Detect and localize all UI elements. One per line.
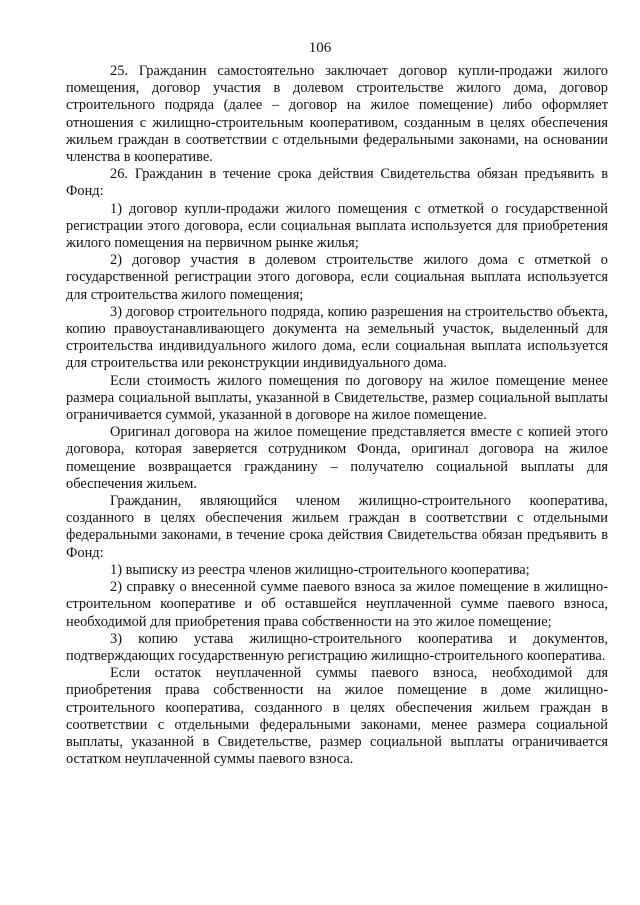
list-item-3-charter-copy: 3) копию устава жилищно-строительного кооператива и документов, подтверждающих государственную регистрацию жилищно-строительного кооператива. [66, 630, 608, 664]
paragraph-original-contract: Оригинал договора на жилое помещение представляется вместе с копией этого договора, которая заверяется сотрудником Фонда, оригинал договора на жилое помещение возвращается гражданину – получателю социальной выплаты для обеспечения жильем. [66, 424, 608, 492]
list-item-1-purchase-contract: 1) договор купли-продажи жилого помещения с отметкой о государственной регистрации этого договора, если социальная выплата используется для приобретения жилого помещения на первичном рынке жилья; [66, 200, 608, 252]
list-item-1-registry-extract: 1) выписку из реестра членов жилищно-строительного кооператива; [110, 561, 530, 578]
paragraph-cost-limit: Если стоимость жилого помещения по договору на жилое помещение менее размера социальной выплаты, указанной в Свидетельстве, размер социальной выплаты ограничивается суммой, указанной в договоре на жилое помещение. [66, 372, 608, 424]
paragraph-cooperative-member: Гражданин, являющийся членом жилищно-строительного кооператива, созданного в целях обеспечения жильем граждан в соответствии с отдельными федеральными законами, в течение срока действия Свидетельства обязан предъявить в Фонд: [66, 493, 608, 561]
document-body [66, 63, 608, 768]
paragraph-26: 26. Гражданин в течение срока действия Свидетельства обязан предъявить в Фонд: [66, 166, 608, 200]
list-item-3-construction-contract: 3) договор строительного подряда, копию разрешения на строительство объекта, копию правоустанавливающего документа на земельный участок, выделенный для строительства индивидуального жилого дома, если социальная выплата используется для строительства или реконструкции индивидуального дома. [66, 303, 608, 372]
paragraph-25: 25. Гражданин самостоятельно заключает договор купли-продажи жилого помещения, договор участия в долевом строительстве жилого дома, договор строительного подряда (далее – договор на жилое помещение) либо оформляет отношения с жилищно-строительным кооперативом, созданным в целях обеспечения жильем граждан в соответствии с отдельными федеральными законами, на основании членства в кооперативе. [66, 63, 608, 166]
list-item-2-payment-certificate: 2) справку о внесенной сумме паевого взноса за жилое помещение в жилищно-строительном кооперативе и об оставшейся неуплаченной сумме паевого взноса, необходимой для приобретения права собственности на это жилое помещение; [66, 579, 608, 630]
list-item-2-shared-construction: 2) договор участия в долевом строительстве жилого дома с отметкой о государственной регистрации этого договора, если социальная выплата используется для строительства жилого помещения; [66, 252, 608, 303]
paragraph-remaining-payment: Если остаток неуплаченной суммы паевого взноса, необходимой для приобретения права собственности на жилое помещение в доме жилищно-строительного кооператива, созданного в целях обеспечения жильем граждан в соответствии с отдельными федеральными законами, менее размера социальной выплаты, указанной в Свидетельстве, размер социальной выплаты ограничивается остатком неуплаченной суммы паевого взноса. [66, 665, 608, 768]
page-number: 106 [308, 40, 332, 56]
